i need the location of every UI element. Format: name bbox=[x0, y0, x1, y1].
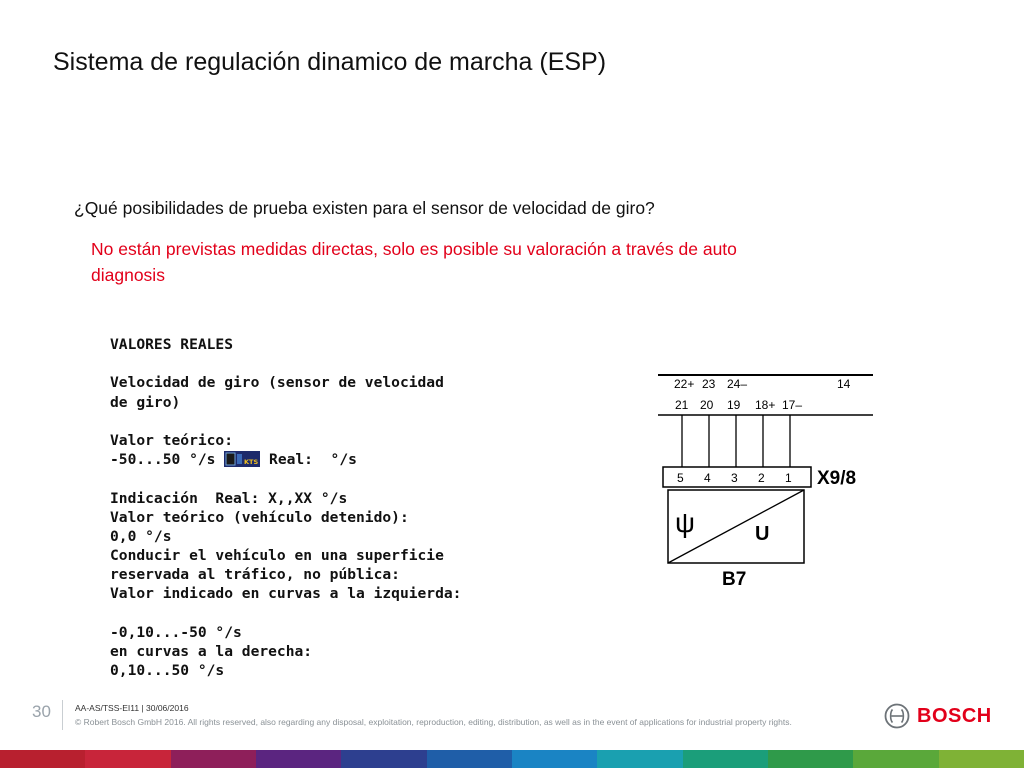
component-label: B7 bbox=[722, 569, 747, 590]
pin-label: 18+ bbox=[755, 398, 776, 412]
tester-line: VALORES REALES bbox=[110, 336, 234, 353]
psi-symbol: ψ bbox=[675, 507, 695, 538]
tester-line bbox=[110, 412, 461, 431]
footer-divider bbox=[62, 700, 63, 730]
pin-label: 24– bbox=[727, 377, 748, 391]
tester-line bbox=[110, 354, 461, 373]
tester-line: Velocidad de giro (sensor de velocidad bbox=[110, 374, 444, 392]
tester-line bbox=[110, 469, 461, 488]
tester-line: Valor teórico: bbox=[110, 431, 234, 449]
pin-label: 23 bbox=[702, 377, 716, 391]
wiring-diagram bbox=[655, 372, 880, 597]
color-bar-segment bbox=[683, 750, 768, 768]
tester-line: Indicación Real: X,,XX °/s bbox=[110, 489, 348, 507]
tester-line: Valor teórico (vehículo detenido): bbox=[110, 508, 409, 526]
connector-label: X9/8 bbox=[817, 468, 857, 489]
footer-copyright: © Robert Bosch GmbH 2016. All rights reserved, also regarding any disposal, exploitation, reproduction, editing, distribution, as well as in the event of applications for industrial property rights. bbox=[75, 717, 792, 727]
answer-text: No están previstas medidas directas, solo es posible su valoración a través de auto diagnosis bbox=[91, 239, 737, 285]
pin-label: 14 bbox=[837, 377, 851, 391]
pin-label: 19 bbox=[727, 398, 741, 412]
question-text: ¿Qué posibilidades de prueba existen para el sensor de velocidad de giro? bbox=[74, 198, 655, 218]
color-bar-segment bbox=[171, 750, 256, 768]
color-bar-segment bbox=[512, 750, 597, 768]
bosch-logo bbox=[884, 701, 992, 731]
tester-line: 0,0 °/s bbox=[110, 527, 172, 545]
tester-line-range bbox=[110, 450, 461, 469]
color-bar-segment bbox=[341, 750, 426, 768]
color-bar-segment bbox=[0, 750, 85, 768]
color-bar-segment bbox=[256, 750, 341, 768]
tester-line: de giro) bbox=[110, 393, 181, 411]
bosch-armature-icon bbox=[884, 703, 910, 729]
color-bar-segment bbox=[85, 750, 170, 768]
slide-title: Sistema de regulación dinamico de marcha (ESP) bbox=[53, 48, 607, 76]
tester-line: en curvas a la derecha: bbox=[110, 643, 313, 660]
tester-screen bbox=[110, 335, 461, 680]
page-number: 30 bbox=[32, 702, 51, 721]
kts-label: KTS bbox=[244, 458, 259, 467]
tester-line: -0,10...-50 °/s bbox=[110, 623, 242, 641]
connector-pin: 1 bbox=[785, 471, 792, 485]
tester-line: Conducir el vehículo en una superficie bbox=[110, 547, 444, 565]
tester-line: Valor indicado en curvas a la izquierda: bbox=[110, 585, 462, 603]
tester-range-text: -50...50 °/s bbox=[110, 451, 216, 469]
color-bar-segment bbox=[597, 750, 682, 768]
kts-icon bbox=[224, 451, 260, 467]
pin-label: 17– bbox=[782, 398, 803, 412]
color-bar-segment bbox=[939, 750, 1024, 768]
connector-pin: 5 bbox=[677, 471, 684, 485]
color-bar-segment bbox=[853, 750, 938, 768]
tester-line bbox=[110, 604, 461, 623]
connector-pin: 3 bbox=[731, 471, 738, 485]
tester-real-text: Real: °/s bbox=[269, 451, 357, 469]
tester-line: reservada al tráfico, no pública: bbox=[110, 566, 400, 584]
pin-label: 21 bbox=[675, 398, 689, 412]
connector-pin: 4 bbox=[704, 471, 711, 485]
tester-line: 0,10...50 °/s bbox=[110, 662, 225, 680]
pin-label: 20 bbox=[700, 398, 714, 412]
u-label: U bbox=[755, 523, 770, 545]
connector-pin: 2 bbox=[758, 471, 765, 485]
footer-reference: AA-AS/TSS-EI11 | 30/06/2016 bbox=[75, 703, 189, 713]
brand-color-bar bbox=[0, 750, 1024, 768]
color-bar-segment bbox=[427, 750, 512, 768]
bosch-wordmark: BOSCH bbox=[917, 704, 992, 727]
pin-label: 22+ bbox=[674, 377, 695, 391]
color-bar-segment bbox=[768, 750, 853, 768]
